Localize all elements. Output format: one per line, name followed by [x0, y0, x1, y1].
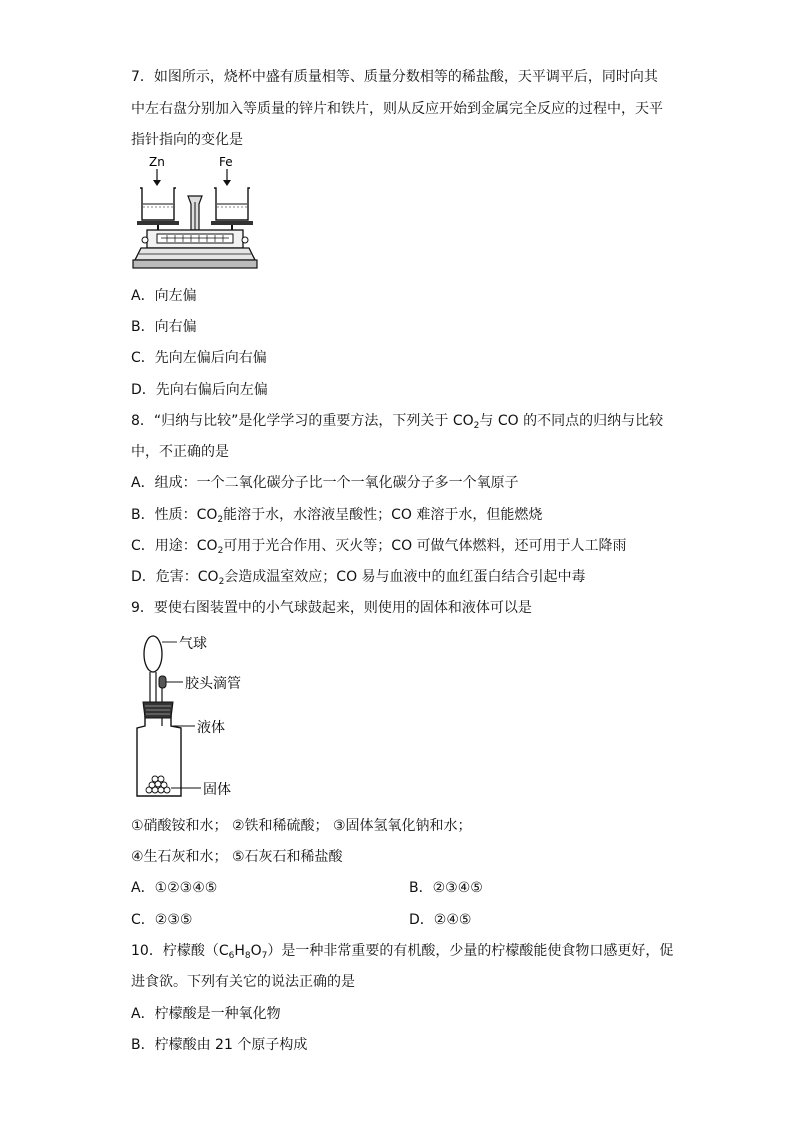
- q7-label-fe: Fe: [219, 155, 233, 169]
- q8-option-a[interactable]: A．组成：一个二氧化碳分子比一个一氧化碳分子多一个氧原子: [131, 475, 519, 491]
- q8-option-d[interactable]: D．危害：$CO_2$会造成温室效应；CO 易与血液中的血红蛋白结合引起中毒: [131, 569, 586, 587]
- q7-option-b[interactable]: B．向右偏: [131, 319, 197, 335]
- q8-option-b[interactable]: B．性质：$CO_2$能溶于水，水溶液呈酸性；CO 难溶于水，但能燃烧: [131, 507, 543, 525]
- q9-option-a[interactable]: A．①②③④⑤: [131, 880, 218, 896]
- label-solid: 固体: [203, 782, 231, 798]
- q8-option-c[interactable]: C．用途：$CO_2$可用于光合作用、灭火等；CO 可做气体燃料，还可用于人工降雨: [131, 538, 627, 556]
- label-balloon: 气球: [179, 636, 207, 652]
- q9-option-c[interactable]: C．②③⑤: [131, 912, 193, 928]
- q9-items-line-1: ①硝酸铵和水； ②铁和稀硫酸； ③固体氢氧化钠和水；: [131, 818, 472, 834]
- q8-stem-line-1: 8．“归纳与比较”是化学学习的重要方法，下列关于 $CO_2$与 CO 的不同点的归纳与比较: [131, 413, 664, 431]
- q7-stem-line-2: 中左右盘分别加入等质量的锌片和铁片，则从反应开始到金属完全反应的过程中，天平: [131, 101, 663, 117]
- label-dropper: 胶头滴管: [185, 676, 241, 692]
- q9-items-line-2: ④生石灰和水； ⑤石灰石和稀盐酸: [131, 849, 343, 865]
- q7-stem-line-1: 7．如图所示，烧杯中盛有质量相等、质量分数相等的稀盐酸，天平调平后，同时向其: [131, 69, 658, 85]
- q10-option-b[interactable]: B．柠檬酸由 21 个原子构成: [131, 1037, 308, 1053]
- q9-option-d[interactable]: D．②④⑤: [409, 912, 472, 928]
- q9-stem-line-1: 9．要使右图装置中的小气球鼓起来，则使用的固体和液体可以是: [131, 600, 532, 616]
- q7-stem-line-3: 指针指向的变化是: [131, 132, 243, 148]
- q9-apparatus-figure: [131, 630, 271, 802]
- q10-option-a[interactable]: A．柠檬酸是一种氧化物: [131, 1006, 281, 1022]
- q9-option-b[interactable]: B．②③④⑤: [409, 880, 483, 896]
- q7-option-d[interactable]: D．先向右偏后向左偏: [131, 382, 268, 398]
- q7-balance-figure: [131, 152, 261, 272]
- label-liquid: 液体: [197, 720, 225, 736]
- q7-label-zn: Zn: [149, 155, 165, 169]
- q8-stem-line-2: 中，不正确的是: [131, 444, 229, 460]
- q10-stem-line-1: 10．柠檬酸$(C_6H_8O_7)$是一种非常重要的有机酸，少量的柠檬酸能使食物口感更好，促: [131, 943, 674, 961]
- q7-option-c[interactable]: C．先向左偏后向右偏: [131, 350, 267, 366]
- q7-option-a[interactable]: A．向左偏: [131, 288, 197, 304]
- q10-stem-line-2: 进食欲。下列有关它的说法正确的是: [131, 974, 355, 990]
